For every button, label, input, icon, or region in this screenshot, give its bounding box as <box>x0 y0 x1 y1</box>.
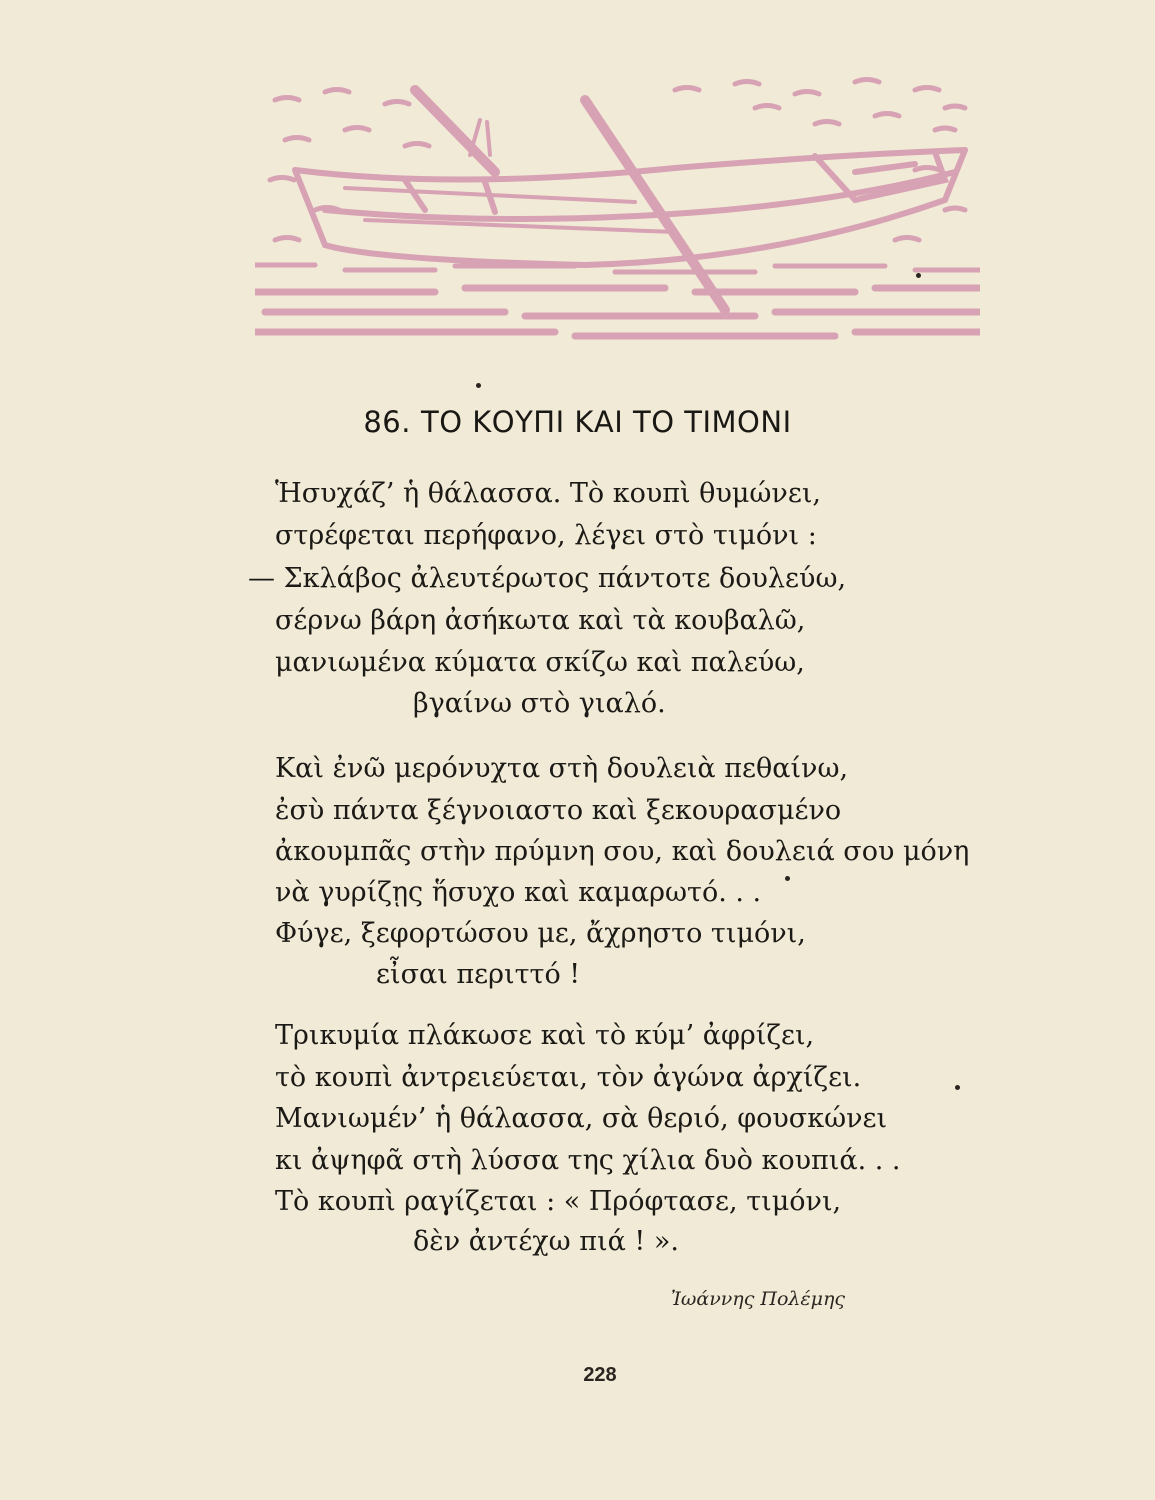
poem-line: στρέφεται περήφανο, λέγει στὸ τιμόνι : <box>275 520 817 551</box>
page-number: 228 <box>583 1364 617 1386</box>
ink-speck <box>916 273 921 278</box>
poem-line: βγαίνω στὸ γιαλό. <box>413 688 666 719</box>
author-signature: Ἰωάννης Πολέμης <box>670 1288 845 1310</box>
poem-line: — Σκλάβος ἀλευτέρωτος πάντοτε δουλεύω, <box>248 563 847 594</box>
poem-line: Μανιωμέν’ ἡ θάλασσα, σὰ θεριό, φουσκώνει <box>275 1103 888 1134</box>
poem-number: 86. <box>363 405 411 439</box>
poem-line: Τρικυμία πλάκωσε καὶ τὸ κύμ’ ἀφρίζει, <box>275 1020 815 1051</box>
poem-line: εἶσαι περιττό ! <box>376 959 581 990</box>
poem-line: ἐσὺ πάντα ξέγνοιαστο καὶ ξεκουρασμένο <box>275 795 842 826</box>
poem-line: τὸ κουπὶ ἀντρειεύεται, τὸν ἀγώνα ἀρχίζει. <box>275 1062 862 1093</box>
poem-line: σέρνω βάρη ἀσήκωτα καὶ τὰ κουβαλῶ, <box>275 605 806 636</box>
ink-speck <box>476 383 481 388</box>
poem-line: νὰ γυρίζῃς ἥσυχο καὶ καμαρωτό. . . <box>275 877 762 908</box>
ink-speck <box>955 1085 960 1090</box>
poem-line: Τὸ κουπὶ ραγίζεται : « Πρόφτασε, τιμόνι, <box>275 1186 842 1217</box>
poem-title-text: ΤΟ ΚΟΥΠΙ ΚΑΙ ΤΟ ΤΙΜΟΝΙ <box>420 405 792 439</box>
poem-line: κι ἀψηφᾶ στὴ λύσσα της χίλια δυὸ κουπιά. . . <box>275 1145 901 1176</box>
ink-speck <box>785 876 790 881</box>
poem-line: ἀκουμπᾶς στὴν πρύμνη σου, καὶ δουλειά σου μόνη <box>275 836 970 867</box>
poem-line: δὲν ἀντέχω πιά ! ». <box>413 1226 679 1257</box>
poem-line: Φύγε, ξεφορτώσου με, ἄχρηστο τιμόνι, <box>275 918 806 949</box>
poem-line: Καὶ ἐνῶ μερόνυχτα στὴ δουλειὰ πεθαίνω, <box>275 753 849 784</box>
poem-line: Ἡσυχάζ’ ἡ θάλασσα. Τὸ κουπὶ θυμώνει, <box>275 478 821 509</box>
poem-line: μανιωμένα κύματα σκίζω καὶ παλεύω, <box>275 647 805 678</box>
